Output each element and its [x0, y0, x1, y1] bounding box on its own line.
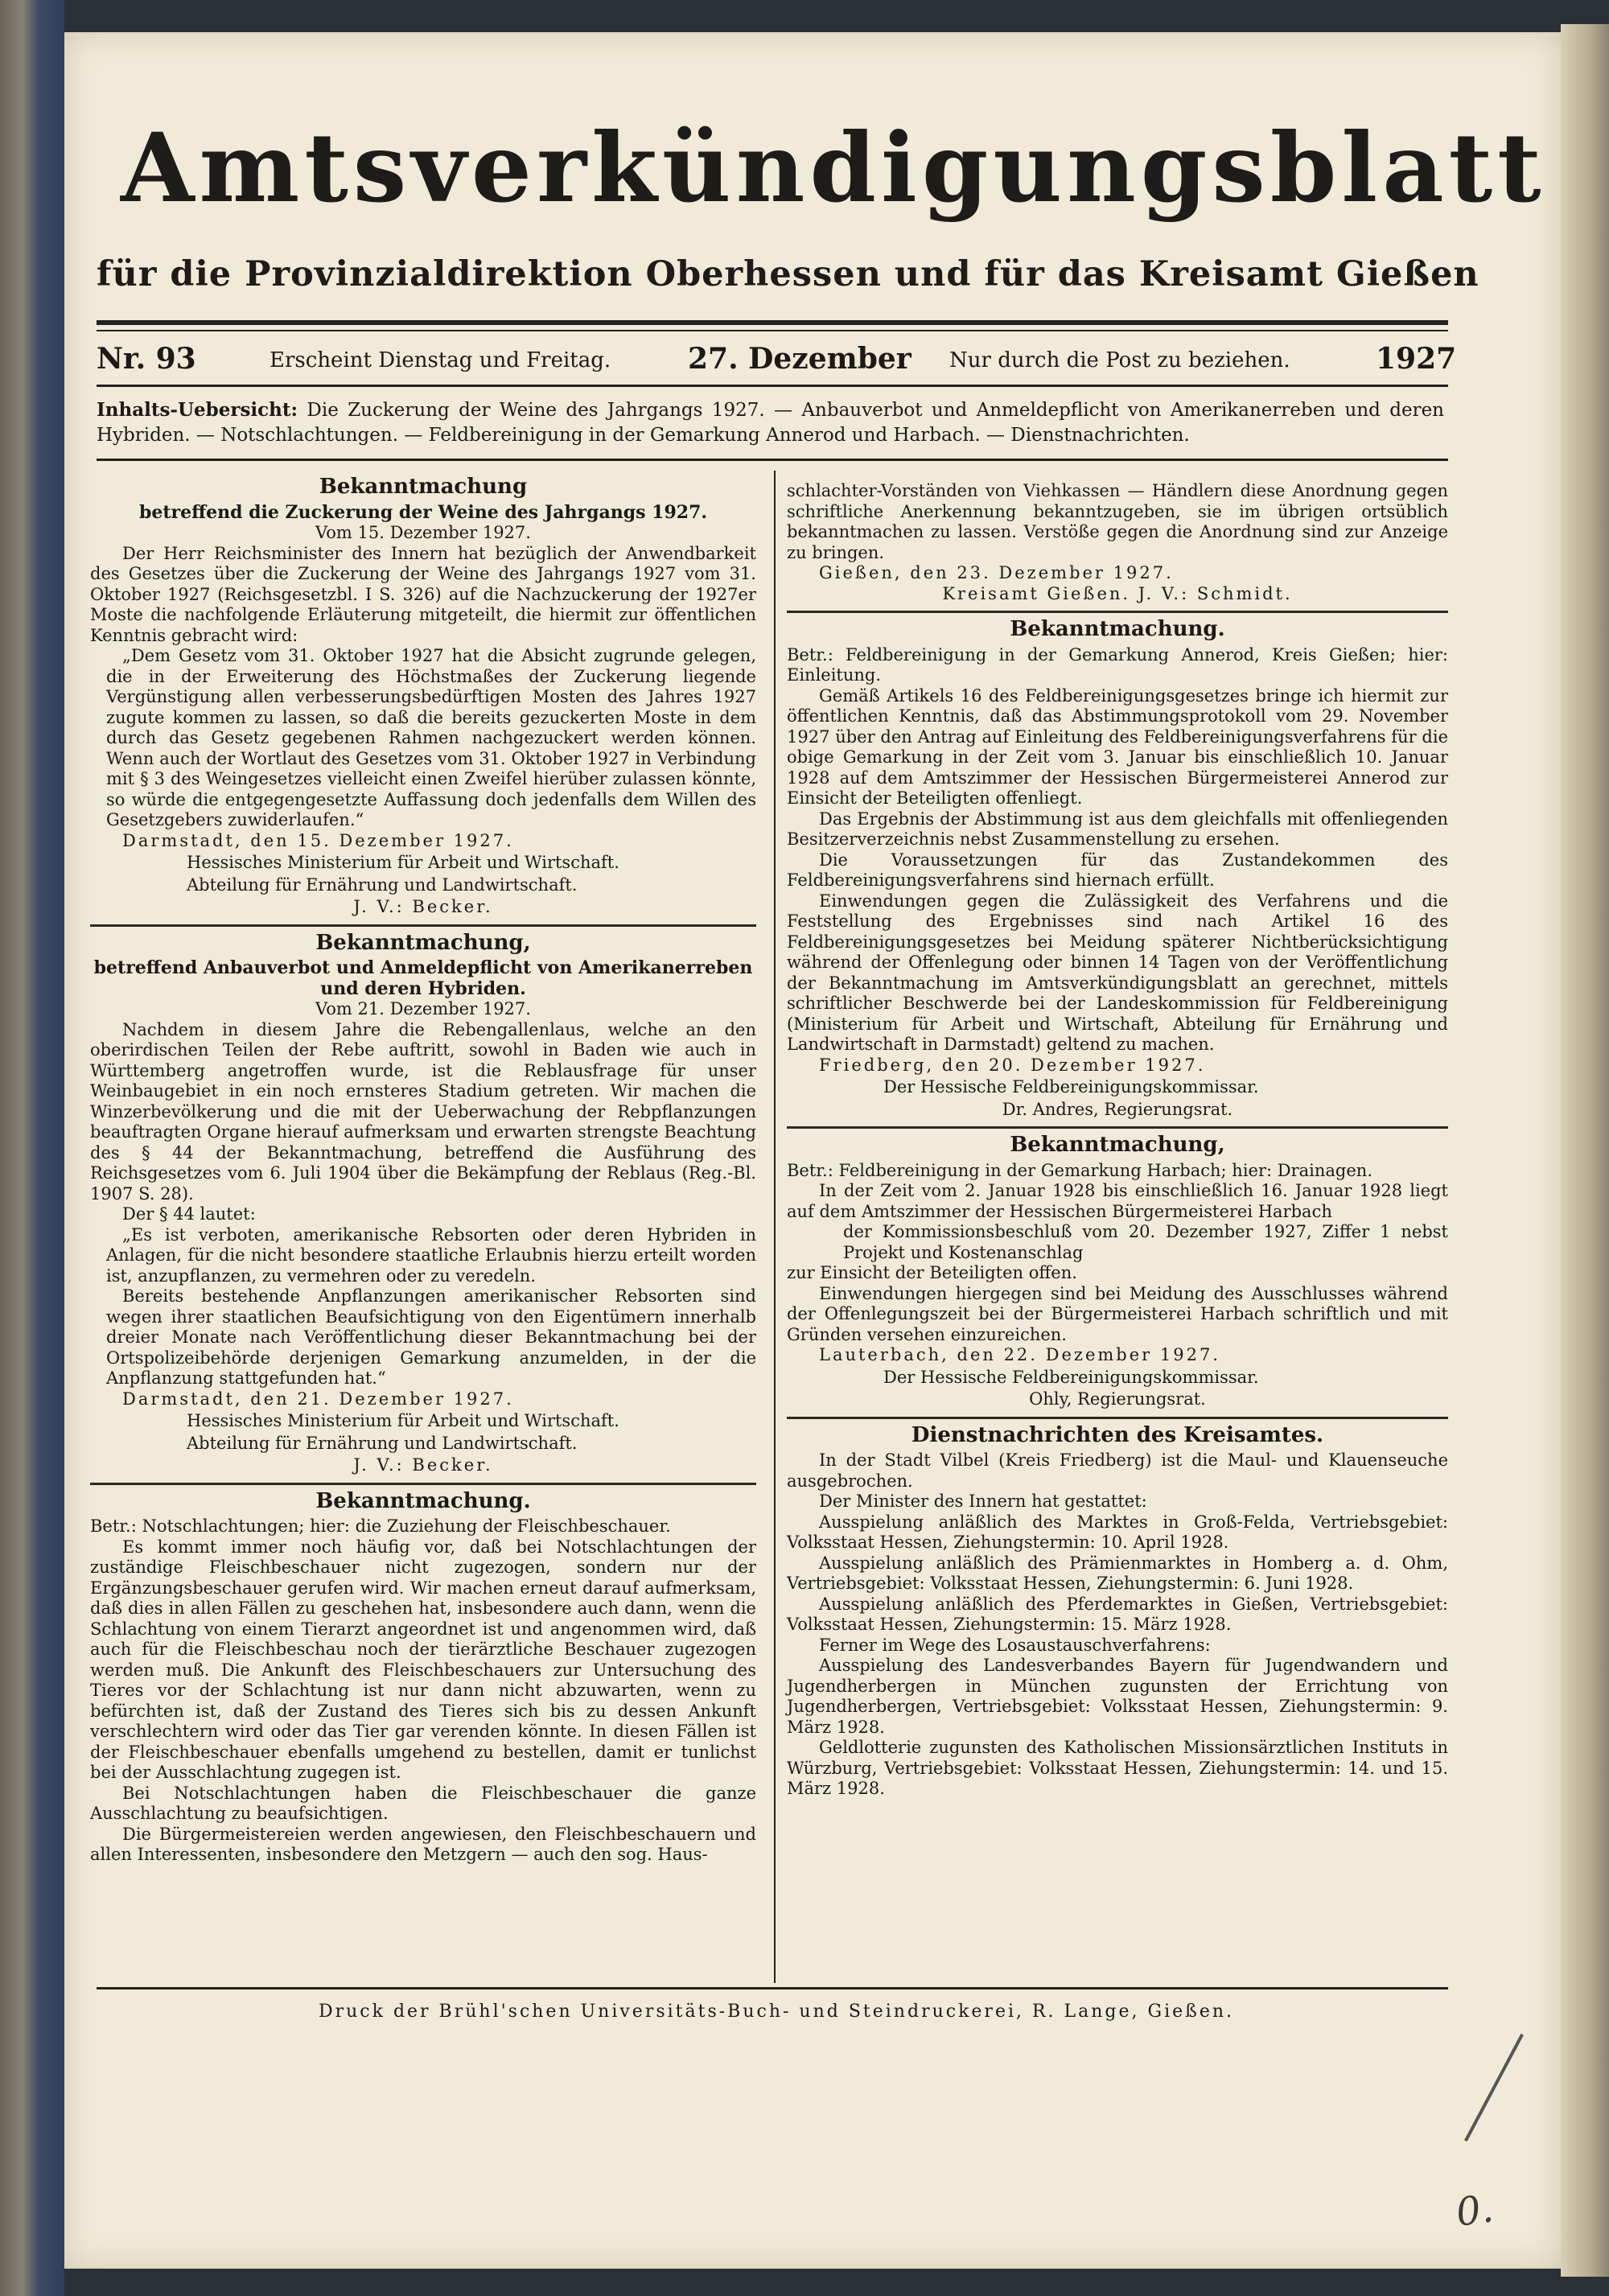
notice-paragraph: Nachdem in diesem Jahre die Rebengallenlaus, welche an den oberirdischen Teilen der Rebe auftritt, sowohl in Baden wie auch in Württemberg angetroffen wurde, ist die Reblausfrage für unser Weinbaugebiet in ein noch ernsteres Stadium getreten. Wir machen die Winzerbevölkerung und die mit der Ueberwachung der Rebpflanzungen beauftragten Organe hierauf aufmerksam und erwarten strengste Beachtung des § 44 der Bekanntmachung, betreffend die Ausführung des Reichsgesetzes vom 6. Juli 1904 über die Bekämpfung der Reblaus (Reg.-Bl. 1907 S. 28). [90, 1019, 756, 1204]
notice-american-vines [90, 930, 756, 1476]
section-divider [787, 1126, 1448, 1129]
footer-rule [97, 1987, 1448, 1989]
notice-signature: Kreisamt Gießen. J. V.: Schmidt. [942, 583, 1293, 603]
issue-delivery: Nur durch die Post zu beziehen. [949, 348, 1290, 372]
notice-place-date: Gießen, den 23. Dezember 1927. [819, 563, 1174, 582]
notice-list-item: zur Einsicht der Beteiligten offen. [787, 1263, 1077, 1282]
notice-paragraph: Der § 44 lautet: [122, 1204, 256, 1224]
notice-wine-sugaring [90, 477, 756, 918]
notice-paragraph: Der Minister des Innern hat gestattet: [819, 1492, 1147, 1511]
notice-quote: „Dem Gesetz vom 31. Oktober 1927 hat die Absicht zugrunde gelegen, die in der Erweiterung des Höchstmaßes der Zuckerung liegende Vergünstigung allen verbesserungsbedürftigen Mosten des Jahres 1927 zugute kommen zu lassen, so daß die bereits gezuckerten Moste in dem durch das Gesetz gegebenen Rahmen nachgezuckert werden können. Wenn auch der Wortlaut des Gesetzes vom 31. Oktober 1927 in Verbindung mit § 3 des Weingesetzes vielleicht einen Zweifel hierüber zulassen könnte, so würde die entgegengesetzte Auffassung doch jedenfalls dem Willen des Gesetzgebers zuwiderlaufen.“ [106, 646, 756, 829]
printer-imprint: Druck der Brühl'schen Universitäts-Buch- und Steindruckerei, R. Lange, Gießen. [318, 2002, 1235, 2022]
page-number-stamp: 0. [1453, 2186, 1496, 2236]
notice-signature-office: Der Hessische Feldbereinigungskommissar. [883, 1077, 1259, 1097]
notice-quote: „Es ist verboten, amerikanische Rebsorten oder deren Hybriden in Anlagen, für die nicht besondere staatliche Erlaubnis hierzu erteilt worden ist, anzupflanzen, zu vermehren oder zu veredeln. [106, 1224, 756, 1286]
notice-heading: Bekanntmachung. [1010, 617, 1225, 641]
page-stack-edge [1561, 24, 1609, 2277]
notice-heading: Bekanntmachung. [315, 1488, 531, 1513]
section-divider [787, 611, 1448, 613]
notice-subheading: betreffend die Zuckerung der Weine des Jahrgangs 1927. [138, 501, 708, 523]
notice-harbach [787, 1135, 1448, 1410]
notice-list-item: Ausspielung anläßlich des Pferdemarktes in Gießen, Vertriebsgebiet: Volksstaat Hessen, Ziehungstermin: 15. März 1928. [787, 1594, 1448, 1634]
notice-quote: Bereits bestehende Anpflanzungen amerikanischer Rebsorten sind wegen ihrer staatlichen Beaufsichtigung von den Eigentümern innerhalb dreier Monate nach Veröffentlichung dieser Bekanntmachung bei der Ortspolizeibehörde derjenigen Gemarkung anzumelden, in der die Anpflanzung stattgefunden hat.“ [106, 1286, 756, 1388]
notice-continuation [787, 481, 1448, 604]
masthead-subtitle: für die Provinzialdirektion Oberhessen und für das Kreisamt Gießen [97, 254, 1479, 294]
notice-official-news [787, 1422, 1448, 1800]
notice-signature-name: J. V.: Becker. [353, 1455, 493, 1475]
issue-rule [97, 385, 1448, 387]
notice-subject: Betr.: Feldbereinigung in der Gemarkung Harbach; hier: Drainagen. [787, 1160, 1372, 1180]
notice-paragraph: schlachter-Vorständen von Viehkassen — Händlern diese Anordnung gegen schriftliche Anerkennung bekanntzugeben, sie im übrigen ortsüblich bekanntmachen zu lassen. Verstöße gegen die Anordnung sind zur Anzeige zu bringen. [787, 481, 1448, 562]
contents-label: Inhalts-Uebersicht: [97, 399, 298, 421]
book-binding [0, 0, 64, 2296]
issue-line [97, 342, 1457, 382]
notice-paragraph: Ferner im Wege des Losaustauschverfahrens: [819, 1635, 1211, 1655]
notice-signature-name: Dr. Andres, Regierungsrat. [1002, 1099, 1233, 1119]
section-divider [787, 1417, 1448, 1419]
notice-paragraph: Die Bürgermeistereien werden angewiesen, den Fleischbeschauern und allen Interessenten, insbesondere den Metzgern — auch den sog. Haus- [90, 1824, 756, 1864]
notice-heading: Bekanntmachung, [1010, 1133, 1225, 1157]
notice-paragraph: Die Voraussetzungen für das Zustandekommen des Feldbereinigungsverfahrens sind hiernach erfüllt. [787, 850, 1448, 890]
notice-list-item: Ausspielung anläßlich des Prämienmarktes in Homberg a. d. Ohm, Vertriebsgebiet: Volksstaat Hessen, Ziehungstermin: 6. Juni 1928. [787, 1553, 1448, 1593]
notice-paragraph: Der Herr Reichsminister des Innern hat bezüglich der Anwendbarkeit des Gesetzes über die Zuckerung der Weine des Jahrgangs 1927 vom 31. Oktober 1927 (Reichsgesetzbl. I S. 326) auf die Nachzuckerung der 1927er Moste die nachfolgende Erläuterung mitgeteilt, die hiermit zur öffentlichen Kenntnis gebracht wird: [90, 543, 756, 645]
notice-paragraph: Einwendungen gegen die Zulässigkeit des Verfahrens und die Feststellung des Ergebnisses sind nach Artikel 16 des Feldbereinigungsgesetzes bei Meidung späterer Nichtberücksichtigung während der Offenlegung oder binnen 14 Tagen von der Veröffentlichung der Bekanntmachung im Amtsverkündigungsblatt an gerechnet, mittels schriftlicher Beschwerde bei der Landeskommission für Feldbereinigung (Ministerium für Arbeit und Wirtschaft, Abteilung für Ernährung und Landwirtschaft in Darmstadt) geltend zu machen. [787, 891, 1448, 1054]
notice-heading: Bekanntmachung, [315, 930, 531, 955]
notice-signature-name: Ohly, Regierungsrat. [1029, 1389, 1206, 1409]
notice-date: Vom 21. Dezember 1927. [315, 999, 531, 1018]
notice-annerod [787, 619, 1448, 1120]
table-of-contents [97, 397, 1444, 448]
notice-signature-ministry: Hessisches Ministerium für Arbeit und Wirtschaft. [187, 1411, 619, 1430]
notice-place-date: Friedberg, den 20. Dezember 1927. [819, 1055, 1206, 1075]
left-column [90, 471, 756, 1866]
masthead-title: Amtsverkündigungsblatt [121, 112, 1546, 224]
notice-signature-ministry: Hessisches Ministerium für Arbeit und Wirtschaft. [187, 853, 619, 872]
section-divider [90, 924, 756, 927]
issue-number: Nr. 93 [97, 342, 196, 376]
notice-paragraph: In der Stadt Vilbel (Kreis Friedberg) ist die Maul- und Klauenseuche ausgebrochen. [787, 1450, 1448, 1491]
notice-signature-name: J. V.: Becker. [353, 897, 493, 916]
notice-place-date: Darmstadt, den 15. Dezember 1927. [122, 830, 514, 850]
notice-heading: Bekanntmachung [319, 475, 528, 499]
contents-rule [97, 459, 1448, 461]
notice-place-date: Lauterbach, den 22. Dezember 1927. [819, 1345, 1221, 1364]
notice-signature-department: Abteilung für Ernährung und Landwirtschaft. [187, 874, 578, 895]
notice-paragraph: Es kommt immer noch häufig vor, daß bei Notschlachtungen der zuständige Fleischbeschauer nicht zugezogen, sondern nur der Ergänzungsbeschauer gerufen wird. Wir machen erneut darauf aufmerksam, daß dies in allen Fällen zu geschehen hat, insbesondere auch dann, wenn die Schlachtung von einem Tierarzt angeordnet ist und angenommen wird, daß auch für die Fleischbeschau noch der tierärztliche Beschauer zugezogen werden muß. Die Ankunft des Fleischbeschauers zur Untersuchung des Tieres vor der Schlachtung ist nur dann nicht abzuwarten, wenn zu befürchten ist, daß der Zustand des Tieres sich bis zu dessen Ankunft verschlechtern wird oder das Tier gar verenden könnte. In diesen Fällen ist der Fleischbeschauer ebenfalls umgehend zu bestellen, damit er tunlichst bei der Ausschlachtung zugegen ist. [90, 1537, 756, 1782]
notice-list-item: Geldlotterie zugunsten des Katholischen Missionsärztlichen Instituts in Würzburg, Vertriebsgebiet: Volksstaat Hessen, Ziehungstermin: 14. und 15. März 1928. [787, 1738, 1448, 1798]
right-column [787, 481, 1448, 1800]
column-divider [774, 471, 776, 1983]
issue-date: 27. Dezember [688, 342, 911, 376]
notice-date: Vom 15. Dezember 1927. [315, 523, 531, 542]
issue-schedule: Erscheint Dienstag und Freitag. [270, 348, 611, 372]
notice-emergency-slaughter [90, 1488, 756, 1866]
notice-subject: Betr.: Feldbereinigung in der Gemarkung Annerod, Kreis Gießen; hier: Einleitung. [787, 644, 1448, 685]
notice-subject: Betr.: Notschlachtungen; hier: die Zuziehung der Fleischbeschauer. [90, 1516, 671, 1536]
notice-paragraph: Gemäß Artikels 16 des Feldbereinigungsgesetzes bringe ich hiermit zur öffentlichen Kenntnis, daß das Abstimmungsprotokoll vom 29. November 1927 über den Antrag auf Einleitung des Feldbereinigungsverfahrens für die obige Gemarkung in der Zeit vom 3. Januar bis einschließlich 10. Januar 1928 auf dem Amtszimmer der Hessischen Bürgermeisterei Annerod zur Einsicht der Beteiligten offenliegt. [787, 685, 1448, 808]
section-divider [90, 1483, 756, 1485]
notice-subheading: betreffend Anbauverbot und Anmeldepflicht von Amerikanerreben und deren Hybriden. [93, 957, 753, 999]
masthead-rule-top [97, 320, 1448, 325]
issue-year: 1927 [1376, 342, 1457, 376]
contents-text: Die Zuckerung der Weine des Jahrgangs 1927. — Anbauverbot und Anmeldepflicht von Amerikanerreben und deren Hybriden. — Notschlachtungen. — Feldbereinigung in der Gemarkung Annerod und Harbach. — Dienstnachrichten. [97, 400, 1444, 446]
notice-signature-department: Abteilung für Ernährung und Landwirtschaft. [187, 1433, 578, 1453]
masthead-rule-thin [97, 330, 1448, 331]
notice-list-item: Ausspielung anläßlich des Marktes in Groß-Felda, Vertriebsgebiet: Volksstaat Hessen, Ziehungstermin: 10. April 1928. [787, 1512, 1448, 1552]
notice-heading: Dienstnachrichten des Kreisamtes. [911, 1422, 1324, 1447]
notice-signature-office: Der Hessische Feldbereinigungskommissar. [883, 1367, 1259, 1387]
notice-paragraph: Bei Notschlachtungen haben die Fleischbeschauer die ganze Ausschlachtung zu beaufsichtigen. [90, 1783, 756, 1823]
notice-paragraph: Einwendungen hiergegen sind bei Meidung des Ausschlusses während der Offenlegungszeit bei der Bürgermeisterei Harbach schriftlich und mit Gründen versehen einzureichen. [787, 1283, 1448, 1344]
notice-place-date: Darmstadt, den 21. Dezember 1927. [122, 1389, 514, 1409]
notice-paragraph: Das Ergebnis der Abstimmung ist aus dem gleichfalls mit offenliegenden Besitzerverzeichnis nebst Zusammenstellung zu ersehen. [787, 809, 1448, 849]
notice-list-item: Ausspielung des Landesverbandes Bayern für Jugendwandern und Jugendherbergen in München zugunsten der Errichtung von Jugendherbergen, Vertriebsgebiet: Volksstaat Hessen, Ziehungstermin: 9. März 1928. [787, 1656, 1448, 1737]
notice-list-item: der Kommissionsbeschluß vom 20. Dezember 1927, Ziffer 1 nebst Projekt und Kostenanschlag [843, 1222, 1448, 1262]
notice-paragraph: In der Zeit vom 2. Januar 1928 bis einschließlich 16. Januar 1928 liegt auf dem Amtszimmer der Hessischen Bürgermeisterei Harbach [787, 1181, 1448, 1221]
